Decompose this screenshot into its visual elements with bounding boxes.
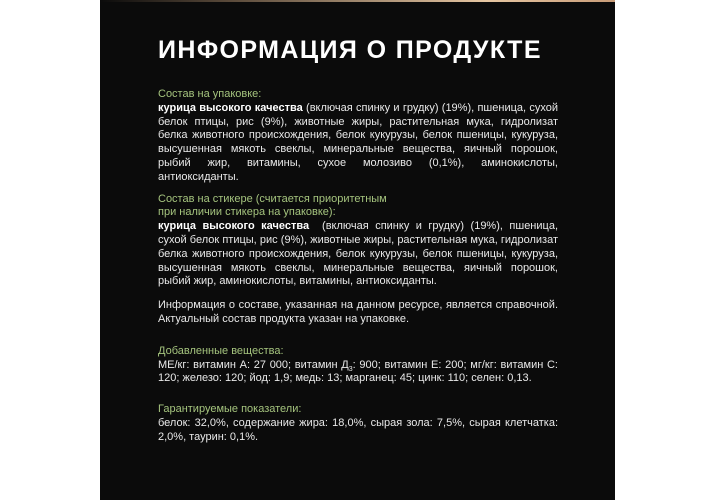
composition-sticker-body: (включая спинку и грудку) (19%), пшеница, сухой белок птицы, рис (9%), животные жиры, растительная мука, гидролизат белка животного происхождения, белок кукурузы, белок пшеницы, кукуруза, высушенная мякоть свеклы, минеральные вещества, яичный порошок, рыбий жир, аминокислоты, витамины, антиоксиданты. bbox=[158, 220, 562, 288]
guaranteed-heading: Гарантируемые показатели: bbox=[158, 403, 302, 416]
additives-subscript: 3 bbox=[348, 365, 353, 373]
composition-sticker-heading-line1: Состав на стикере (считается приоритетным bbox=[158, 192, 387, 205]
page-title: ИНФОРМАЦИЯ О ПРОДУКТЕ bbox=[158, 36, 542, 64]
additives-section bbox=[158, 345, 558, 386]
reference-note: Информация о составе, указанная на данном ресурсе, является справочной. Актуальный состав продукта указан на упаковке. bbox=[158, 299, 558, 325]
composition-package-section bbox=[158, 88, 558, 185]
guaranteed-text: белок: 32,0%, содержание жира: 18,0%, сырая зола: 7,5%, сырая клетчатка: 2,0%, таурин: 0,1%. bbox=[158, 416, 558, 443]
composition-package-heading: Состав на упаковке: bbox=[158, 88, 262, 100]
composition-sticker-text bbox=[158, 220, 562, 289]
additives-heading: Добавленные вещества: bbox=[158, 344, 284, 357]
top-accent-line bbox=[100, 0, 615, 2]
composition-sticker-lead: курица высокого качества bbox=[158, 220, 310, 233]
additives-text-part1: МЕ/кг: витамин А: 27 000; витамин Д bbox=[158, 358, 349, 371]
composition-sticker-heading-line2: при наличии стикера на упаковке): bbox=[158, 206, 336, 219]
composition-package-lead: курица высокого качества bbox=[158, 101, 303, 114]
composition-package-body: (включая спинку и грудку) (19%), пшеница, сухой белок птицы, рис (9%), животные жиры, растительная мука, гидролизат белка животного происхождения, белок кукурузы, белок пшеницы, кукуруза, высушенная мякоть свеклы, минеральные вещества, яичный порошок, рыбий жир, витамины, сухое молозиво (0,1%), аминокислоты, антиоксиданты. bbox=[158, 101, 558, 183]
additives-text bbox=[158, 359, 558, 387]
guaranteed-section bbox=[158, 403, 558, 444]
composition-package-text bbox=[158, 102, 558, 185]
composition-sticker-section bbox=[158, 192, 562, 290]
content-area bbox=[158, 88, 562, 445]
additives-text-part2: : 900; витамин Е: 200; мг/кг: витамин С: 120; железо: 120; йод: 1,9; медь: 13; марганец: 45; цинк: 110; селен: 0,13. bbox=[158, 358, 558, 385]
product-info-panel bbox=[100, 0, 615, 500]
